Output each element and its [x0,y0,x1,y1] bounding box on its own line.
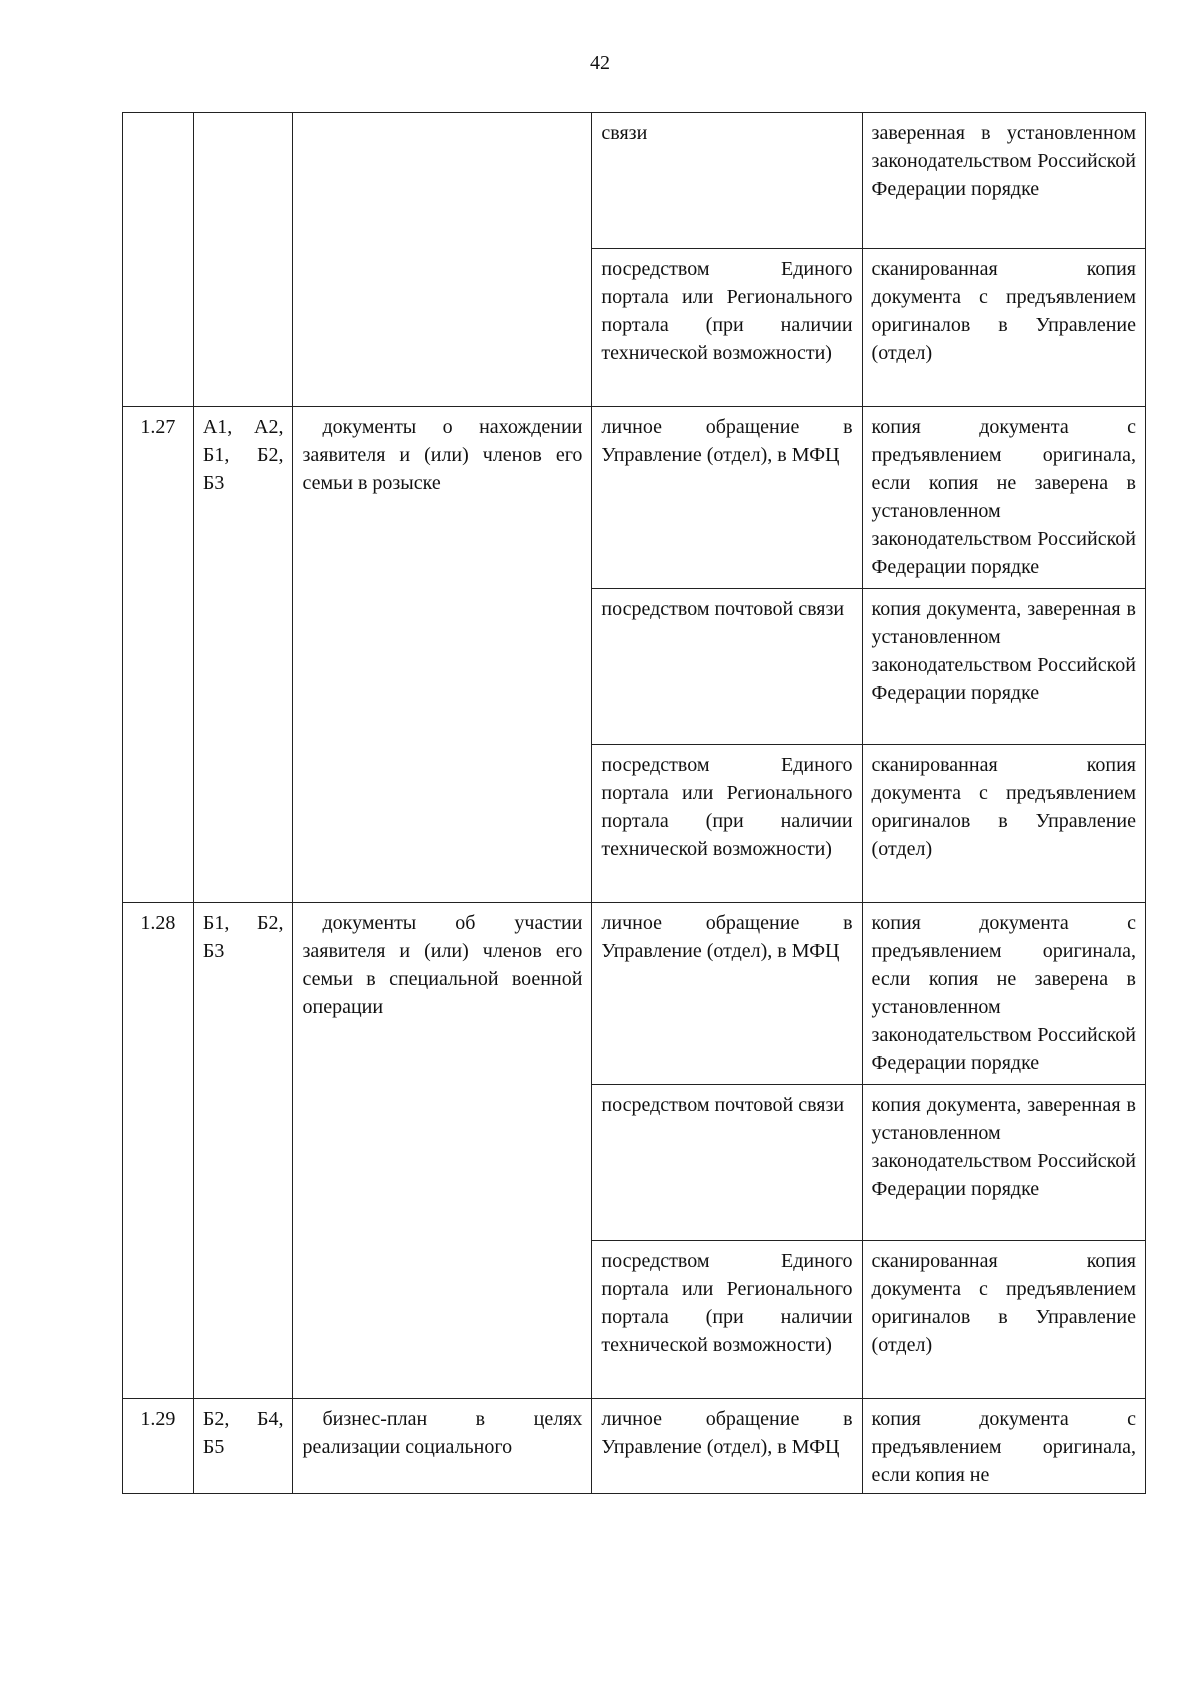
document-form: копия документа с предъявлением оригинала, если копия не заверена в установленном законодательством Российской Федерации порядке [862,407,1145,589]
table-row [123,903,1146,1085]
document-form: сканированная копия документа с предъявлением оригиналов в Управление (отдел) [862,249,1145,407]
document-form: сканированная копия документа с предъявлением оригиналов в Управление (отдел) [862,1241,1145,1399]
row-document [293,113,592,407]
row-categories: Б2, Б4, Б5 [193,1399,293,1494]
row-document [293,1399,592,1494]
document-form: сканированная копия документа с предъявлением оригиналов в Управление (отдел) [862,745,1145,903]
table-row [123,407,1146,589]
row-categories: А1, А2, Б1, Б2, Б3 [193,407,293,903]
submission-method: личное обращение в Управление (отдел), в МФЦ [592,407,862,589]
submission-method: посредством Единого портала или Регионального портала (при наличии технической возможности) [592,249,862,407]
submission-method: посредством почтовой связи [592,1085,862,1241]
submission-method: связи [592,113,862,249]
documents-table [122,112,1146,1494]
submission-method: посредством Единого портала или Регионального портала (при наличии технической возможности) [592,745,862,903]
row-number: 1.28 [123,903,194,1399]
row-number: 1.29 [123,1399,194,1494]
row-document [293,903,592,1399]
row-categories: Б1, Б2, Б3 [193,903,293,1399]
row-categories [193,113,293,407]
row-document-text: документы об участии заявителя и (или) членов его семьи в специальной военной операции [302,912,583,1018]
row-document [293,407,592,903]
submission-method: личное обращение в Управление (отдел), в МФЦ [592,903,862,1085]
document-form: копия документа, заверенная в установленном законодательством Российской Федерации порядке [862,589,1145,745]
row-document-text: документы о нахождении заявителя и (или) членов его семьи в розыске [302,416,583,494]
row-number: 1.27 [123,407,194,903]
page-number: 42 [590,52,610,74]
submission-method: личное обращение в Управление (отдел), в МФЦ [592,1399,862,1494]
table-row [123,1399,1146,1494]
document-form: копия документа с предъявлением оригинала, если копия не [862,1399,1145,1494]
submission-method: посредством Единого портала или Регионального портала (при наличии технической возможности) [592,1241,862,1399]
row-number [123,113,194,407]
submission-method: посредством почтовой связи [592,589,862,745]
table-row [123,113,1146,249]
document-form: копия документа, заверенная в установленном законодательством Российской Федерации порядке [862,1085,1145,1241]
document-form: заверенная в установленном законодательством Российской Федерации порядке [862,113,1145,249]
row-document-text: бизнес-план в целях реализации социального [302,1408,583,1458]
document-form: копия документа с предъявлением оригинала, если копия не заверена в установленном законодательством Российской Федерации порядке [862,903,1145,1085]
